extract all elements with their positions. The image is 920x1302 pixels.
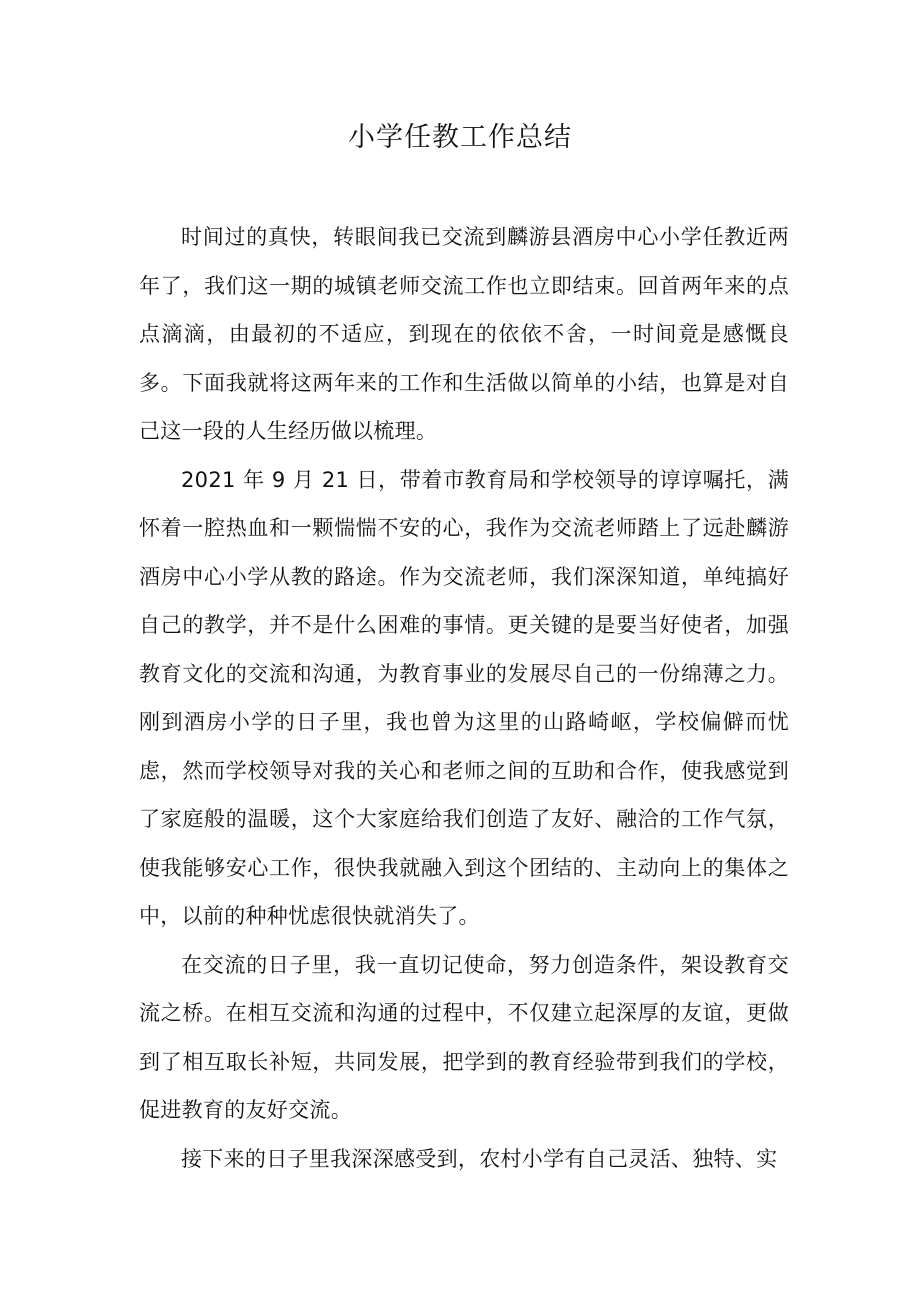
- paragraph-2: 2021 年 9 月 21 日，带着市教育局和学校领导的谆谆嘱托，满怀着一腔热血和一颗惴惴不安的心，我作为交流老师踏上了远赴麟游酒房中心小学从教的路途。作为交流老师，我们深深知道，单纯搞好自己的教学，并不是什么困难的事情。更关键的是要当好使者，加强教育文化的交流和沟通，为教育事业的发展尽自己的一份绵薄之力。刚到酒房小学的日子里，我也曾为这里的山路崎岖，学校偏僻而忧虑，然而学校领导对我的关心和老师之间的互助和合作，使我感觉到了家庭般的温暖，这个大家庭给我们创造了友好、融洽的工作气氛，使我能够安心工作，很快我就融入到这个团结的、主动向上的集体之中，以前的种种忧虑很快就消失了。: [139, 467, 789, 928]
- document-body: [139, 213, 789, 1183]
- document-title: 小学任教工作总结: [348, 122, 572, 153]
- paragraph-3: 在交流的日子里，我一直切记使命，努力创造条件，架设教育交流之桥。在相互交流和沟通的过程中，不仅建立起深厚的友谊，更做到了相互取长补短，共同发展，把学到的教育经验带到我们的学校，促进教育的友好交流。: [139, 952, 789, 1122]
- paragraph-1: 时间过的真快，转眼间我已交流到麟游县酒房中心小学任教近两年了，我们这一期的城镇老师交流工作也立即结束。回首两年来的点点滴滴，由最初的不适应，到现在的依依不舍，一时间竟是感慨良多。下面我就将这两年来的工作和生活做以简单的小结，也算是对自己这一段的人生经历做以梳理。: [139, 225, 789, 443]
- paragraph-4: 接下来的日子里我深深感受到，农村小学有自己灵活、独特、实: [181, 1146, 778, 1171]
